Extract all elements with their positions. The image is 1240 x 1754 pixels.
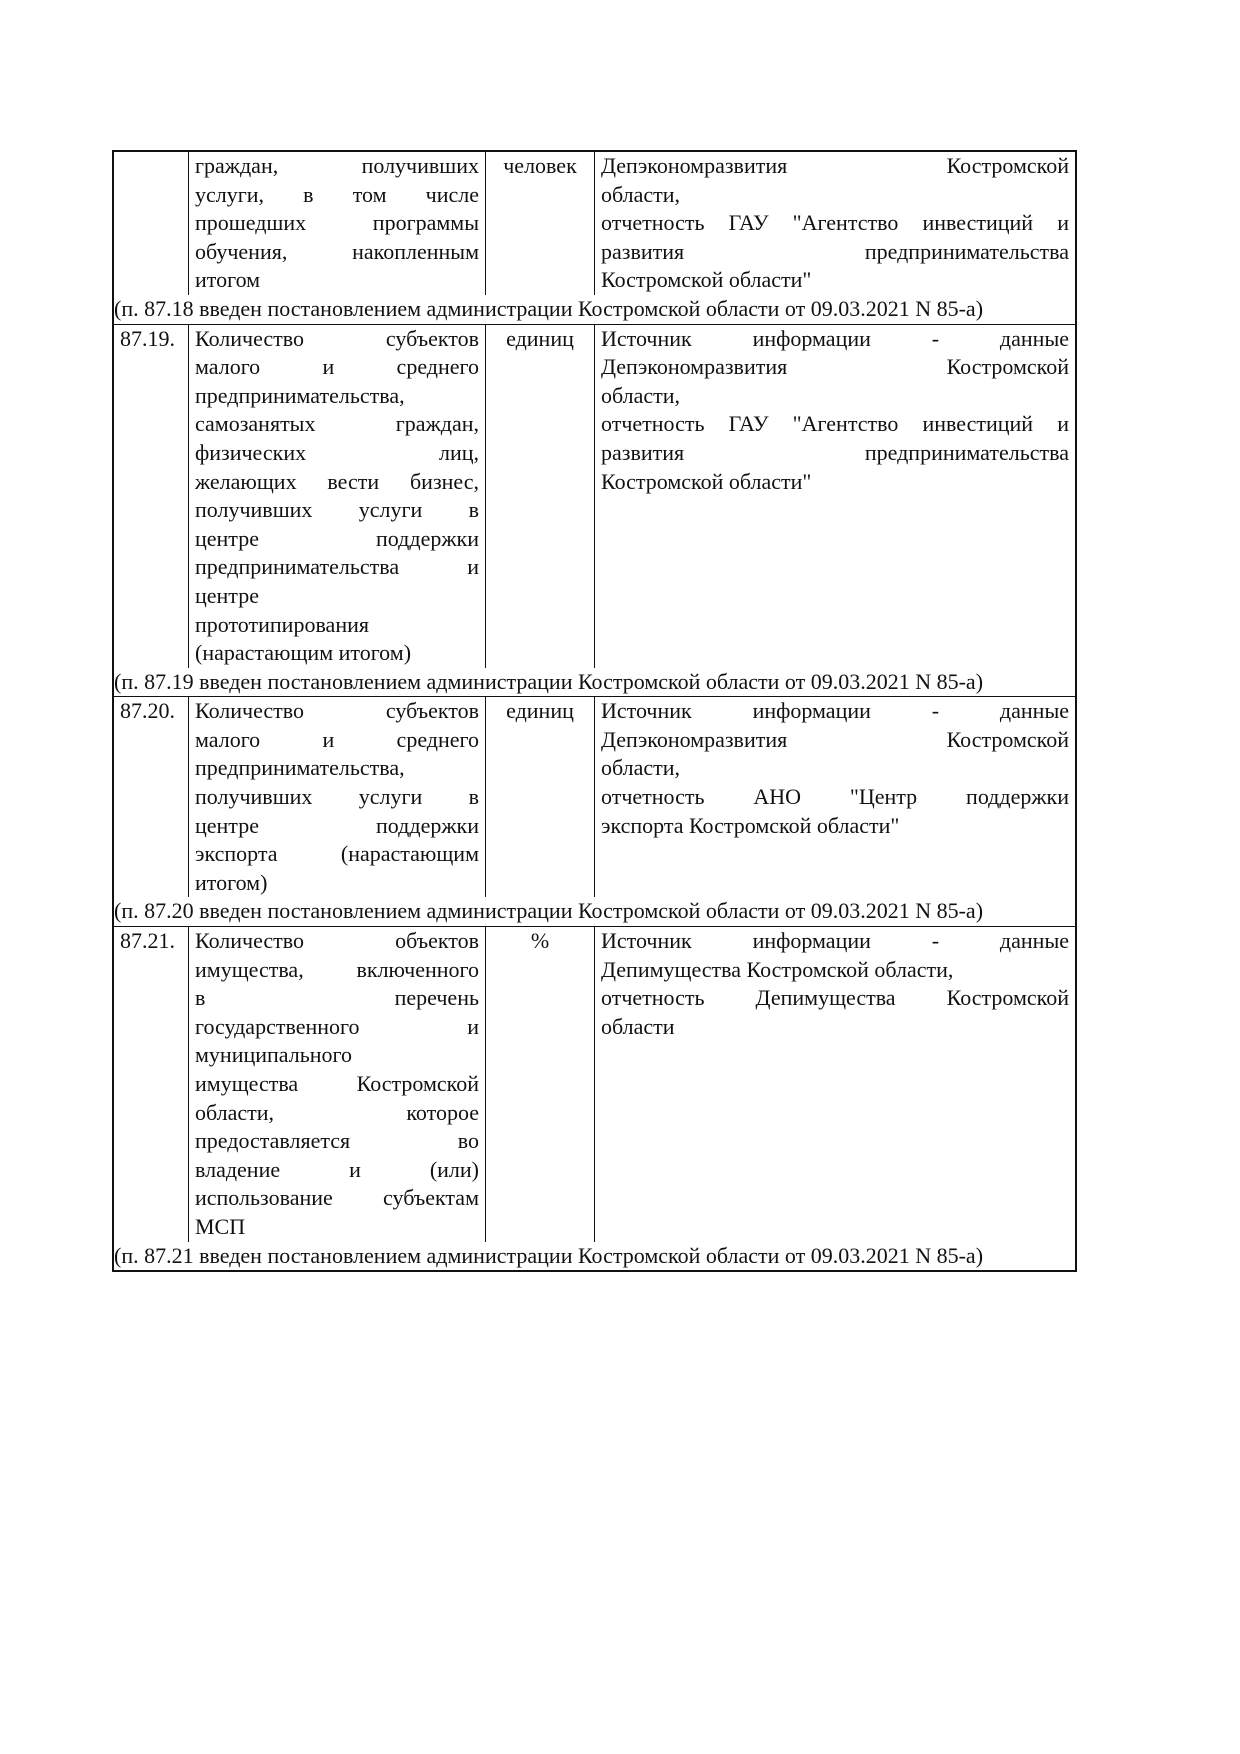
data-source-line: области xyxy=(601,1013,675,1039)
indicators-table xyxy=(112,150,1077,1272)
amendment-note-row xyxy=(113,295,1076,324)
indicator-name-line: итогом xyxy=(195,267,261,293)
data-source-line: области, xyxy=(601,382,681,408)
data-source-line: отчетность АНО "Центр поддержки xyxy=(601,784,1069,810)
indicator-name-line: Количество субъектов xyxy=(195,698,479,724)
indicator-name xyxy=(189,697,486,898)
indicator-name-line: граждан, получивших xyxy=(195,153,479,178)
indicator-name-line: владение и (или) xyxy=(195,1156,479,1182)
row-number: 87.21. xyxy=(113,927,189,1242)
data-source-line: Депэкономразвития Костромской xyxy=(601,726,1069,752)
data-source-line: Депимущества Костромской области, xyxy=(601,956,954,982)
data-source-line: области, xyxy=(601,181,681,207)
row-number: 87.20. xyxy=(113,697,189,898)
indicator-name-line: государственного и xyxy=(195,1013,479,1039)
data-source-line: развития предпринимательства xyxy=(601,439,1069,465)
data-source-line: Депэкономразвития Костромской xyxy=(601,354,1069,380)
data-source-line: отчетность Депимущества Костромской xyxy=(601,985,1069,1011)
indicator-name-line: прототипирования xyxy=(195,611,369,637)
unit-of-measure: единиц xyxy=(486,697,595,898)
indicator-name-line: прошедших программы xyxy=(195,210,479,236)
data-source-line: Источник информации - данные xyxy=(601,325,1069,351)
unit-of-measure: единиц xyxy=(486,324,595,668)
indicator-name xyxy=(189,927,486,1242)
indicator-name-line: использование субъектам xyxy=(195,1185,479,1211)
indicator-name-line: предпринимательства, xyxy=(195,755,405,781)
data-source xyxy=(595,697,1077,898)
data-source-line: Депэкономразвития Костромской xyxy=(601,153,1069,178)
indicator-name-line: муниципального xyxy=(195,1042,353,1068)
indicator-name xyxy=(189,324,486,668)
data-source xyxy=(595,151,1077,295)
indicator-name-line: Количество субъектов xyxy=(195,325,479,351)
indicator-name-line: имущества, включенного xyxy=(195,956,479,982)
indicator-name-line: желающих вести бизнес, xyxy=(195,468,479,494)
amendment-note-row xyxy=(113,668,1076,697)
data-source-line: Источник информации - данные xyxy=(601,698,1069,724)
indicator-name-line: получивших услуги в xyxy=(195,497,479,523)
amendment-note-row xyxy=(113,1242,1076,1272)
data-source-line: развития предпринимательства xyxy=(601,238,1069,264)
indicator-name-line: обучения, накопленным xyxy=(195,238,479,264)
amendment-note: (п. 87.21 введен постановлением администрации Костромской области от 09.03.2021 N 85-а) xyxy=(113,1242,1076,1272)
indicator-name-line: экспорта (нарастающим xyxy=(195,841,479,867)
data-source-line: отчетность ГАУ "Агентство инвестиций и xyxy=(601,210,1069,236)
indicator-name-line: малого и среднего xyxy=(195,354,479,380)
data-source-line: Костромской области" xyxy=(601,468,812,494)
data-source xyxy=(595,927,1077,1242)
data-source xyxy=(595,324,1077,668)
table-row xyxy=(113,927,1076,1242)
indicator-name-line: (нарастающим итогом) xyxy=(195,640,412,666)
indicator-name-line: в перечень xyxy=(195,985,479,1011)
data-source-line: экспорта Костромской области" xyxy=(601,812,900,838)
indicator-name-line: предпринимательства и xyxy=(195,554,479,580)
amendment-note: (п. 87.20 введен постановлением администрации Костромской области от 09.03.2021 N 85-а) xyxy=(113,897,1076,926)
amendment-note-row xyxy=(113,897,1076,926)
data-source-line: Костромской области" xyxy=(601,267,812,293)
indicator-name-line: центре поддержки xyxy=(195,525,479,551)
data-source-line: отчетность ГАУ "Агентство инвестиций и xyxy=(601,411,1069,437)
indicator-name-line: центре xyxy=(195,582,259,608)
indicator-name xyxy=(189,151,486,295)
data-source-line: области, xyxy=(601,755,681,781)
table-row xyxy=(113,324,1076,668)
indicator-name-line: имущества Костромской xyxy=(195,1071,479,1096)
amendment-note: (п. 87.19 введен постановлением администрации Костромской области от 09.03.2021 N 85-а) xyxy=(113,668,1076,697)
indicator-name-line: малого и среднего xyxy=(195,726,479,752)
indicator-name-line: самозанятых граждан, xyxy=(195,411,479,437)
indicator-name-line: итогом) xyxy=(195,869,268,895)
amendment-note: (п. 87.18 введен постановлением администрации Костромской области от 09.03.2021 N 85-а) xyxy=(113,295,1076,324)
unit-of-measure: человек xyxy=(486,151,595,295)
indicator-name-line: центре поддержки xyxy=(195,812,479,838)
table-row xyxy=(113,697,1076,898)
indicator-name-line: предпринимательства, xyxy=(195,382,405,408)
indicator-name-line: Количество объектов xyxy=(195,928,479,954)
indicator-name-line: физических лиц, xyxy=(195,439,479,465)
indicator-name-line: предоставляется во xyxy=(195,1128,479,1154)
data-source-line: Источник информации - данные xyxy=(601,928,1069,954)
indicator-name-line: области, которое xyxy=(195,1099,479,1125)
document-page xyxy=(112,150,1069,1272)
row-number: 87.19. xyxy=(113,324,189,668)
indicator-name-line: МСП xyxy=(195,1213,246,1239)
indicator-name-line: получивших услуги в xyxy=(195,784,479,810)
indicator-name-line: услуги, в том числе xyxy=(195,181,479,207)
unit-of-measure: % xyxy=(486,927,595,1242)
table-row xyxy=(113,151,1076,295)
row-number xyxy=(113,151,189,295)
